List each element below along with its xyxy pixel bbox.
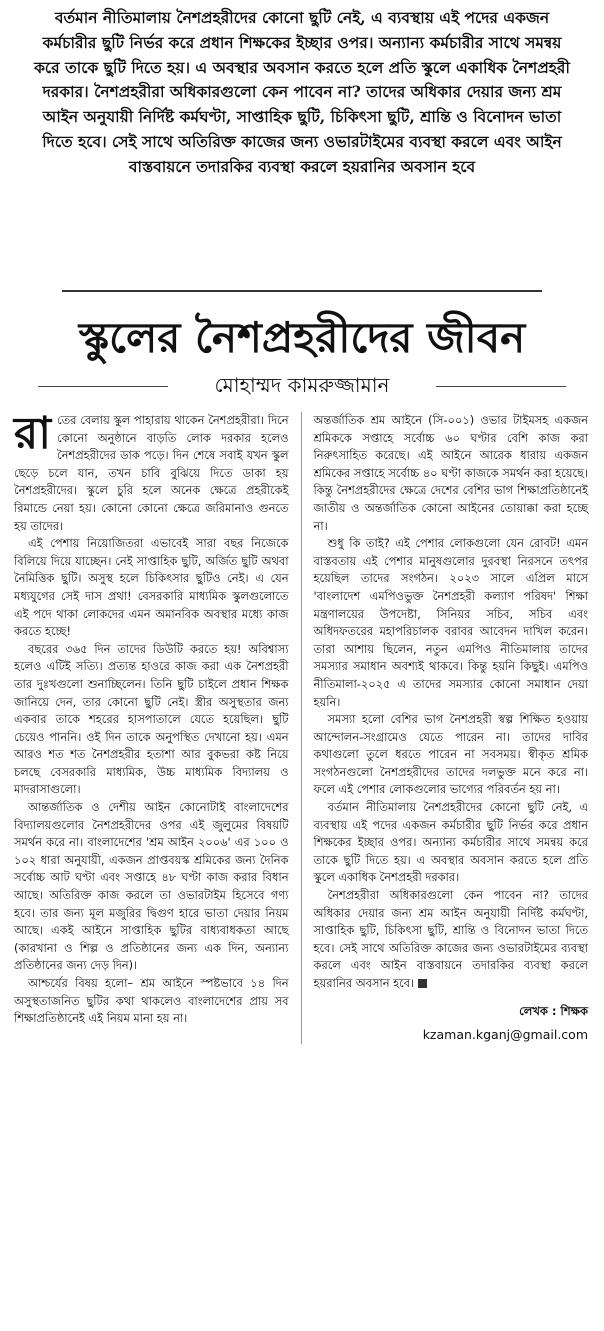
article-headline: স্কুলের নৈশপ্রহরীদের জীবন [78, 313, 526, 362]
article-body [14, 408, 588, 1044]
paragraph: বর্তমান নীতিমালায় নৈশপ্রহরীদের কোনো ছুটি নেই, এ ব্যবস্থায় এই পদের একজন কর্মচারীর ছুটি নির্ভর করে প্রধান শিক্ষকের ইচ্ছার ওপর। অন্যান্য কর্মচারীর সাথে সমন্বয় করে তাকে ছুটি দিতে হয়। এ অবস্থার অবসান করতে হলে প্রতি স্কুলে একাধিক নৈশপ্রহরী দরকার। [313, 800, 588, 885]
author-credit: লেখক : শিক্ষক [519, 1003, 588, 1018]
column-divider [301, 412, 302, 1044]
pull-quote-divider [62, 290, 542, 292]
drop-cap: রা [14, 408, 51, 459]
byline-rule-left [38, 386, 168, 387]
article-column-2 [314, 412, 589, 1044]
paragraph: অন্তর্জাতিক শ্রম আইনে (সি-০০১) ওভার টাইমসহ একজন শ্রমিককে সপ্তাহে সর্বোচ্চ ৬০ ঘণ্টার বেশি কাজ করা নিরুৎসাহিত করেছে। এই আইনে আরেক ধারায় একজন শ্রমিকের সপ্তাহে সর্বোচ্চ ৪০ ঘণ্টা কাজকে সমর্থন করা হয়েছে। কিন্তু নৈশপ্রহরীদের ক্ষেত্রে দেশের বেশির ভাগ শিক্ষাপ্রতিষ্ঠানেই জাতীয় ও অন্তর্জাতিক কোনো আইনের তোয়াক্কা করা হচ্ছে না। [313, 413, 588, 533]
article-column-1 [14, 408, 289, 1044]
paragraph: আন্তর্জাতিক ও দেশীয় আইন কোনোটাই বাংলাদেশের বিদ্যালয়গুলোর নৈশপ্রহরীদের ওপর এই জুলুমের বিষয়টি সমর্থন করে না। বাংলাদেশের 'শ্রম আইন ২০০৬' এর ১০০ ও ১০২ ধারা অনুযায়ী, একজন প্রাপ্তবয়স্ক শ্রমিকের জন্য দৈনিক সর্বোচ্চ আট ঘণ্টা এবং সপ্তাহে ৪৮ ঘণ্টা কাজ করার বিধান আছে। অতিরিক্ত কাজ করলে তা ওভারটাইম হিসেবে গণ্য হবে। তার জন্য মূল মজুরির দ্বিগুণ হারে ভাতা দেয়ার নিয়ম আছে। একই আইনে সাপ্তাহিক ছুটির বাধ্যবাধকতা আছে (কারখানা ও শিল্প ও প্রতিষ্ঠানের জন্য এক দিন, অন্যান্য প্রতিষ্ঠানের জন্য দেড় দিন)। [14, 800, 289, 973]
byline: মোহাম্মদ কামরুজ্জামান [205, 370, 400, 400]
paragraph: বছরের ৩৬৫ দিন তাদের ডিউটি করতে হয়! অবিশ্বাস্য হলেও এটিই সত্যি। প্রত্যন্ত হাওরে কাজ করা এক নৈশপ্রহরী তার দুঃখগুলো শুনাচ্ছিলেন। তিনি ছুটি চাইলে প্রধান শিক্ষক জানিয়ে দেন, তার কোনো ছুটি নেই। স্ত্রীর অসুস্থতার জন্য একবার তাকে শহরের হাসপাতালে যেতে হয়েছিল। ছুটি চেয়েও পাননি। ওই দিন তাকে অনুপস্থিত দেখানো হয়। এমন আরও শত শত নৈশপ্রহরীর হতাশা আর বুকভরা কষ্ট নিয়ে চলছে বেসরকারি মাধ্যমিক, উচ্চ মাধ্যমিক বিদ্যালয় ও মাদরাসাগুলো। [14, 641, 289, 797]
paragraph-text: নৈশপ্রহরীরা অধিকারগুলো কেন পাবেন না? তাদের অধিকার দেয়ার জন্য শ্রম আইন অনুযায়ী নির্দিষ্ট কর্মঘণ্টা, সাপ্তাহিক ছুটি, চিকিৎসা ছুটি, শ্রান্তি ও বিনোদন ভাতা দিতে হবে। সেই সাথে অতিরিক্ত কাজের জন্য ওভারটাইমের ব্যবস্থা করলে এবং আইন বাস্তবায়নে তদারকির ব্যবস্থা করলে হয়রানির অবসান হবে। [313, 888, 588, 990]
paragraph [314, 887, 589, 993]
paragraph: আশ্চর্যের বিষয় হলো– শ্রম আইনে স্পষ্টভাবে ১৪ দিন অসুস্থতাজনিত ছুটির কথা থাকলেও বাংলাদেশের প্রায় সব শিক্ষাপ্রতিষ্ঠানেই এই নিয়ম মানা হয় না। [14, 976, 289, 1026]
paragraph-text: তের বেলায় স্কুল পাহারায় থাকেন নৈশপ্রহরীরা। দিনে কোনো অনুষ্ঠানে বাড়তি লোক দরকার হলেও নৈশপ্রহরীদের ডাক পড়ে। দিন শেষে সবাই যখন স্কুল ছেড়ে চলে যান, তখন চাবি বুঝিয়ে দিতে ডাকা হয় নৈশপ্রহরীদের। স্কুলে চুরি হলে অনেক ক্ষেত্রে প্রহরীকেই রিমান্ডে নেয়া হয়। কোনো কোনো ক্ষেত্রে জরিমানাও গুনতে হয় তাদের। [14, 413, 289, 533]
author-email: kzaman.kganj@gmail.com [422, 1027, 588, 1043]
paragraph: সমস্যা হলো বেশির ভাগ নৈশপ্রহরী স্বল্প শিক্ষিত হওয়ায় আন্দোলন-সংগ্রামেও যেতে পারেন না। তাদের দাবির কথাগুলো তুলে ধরতে পারেন না সবসময়। স্বীকৃত শ্রমিক সংগঠনগুলো নৈশপ্রহরীদের তাদের দলভুক্ত মনে করে না। ফলে এই পেশার লোকগুলোর ভাগ্যের পরিবর্তন হয় না। [313, 712, 588, 797]
byline-rule-right [436, 386, 566, 387]
paragraph: এই পেশায় নিয়োজিতরা এভাবেই সারা বছর নিজেকে বিলিয়ে দিয়ে যাচ্ছেন। নেই সাপ্তাহিক ছুটি, অর্জিত ছুটি অথবা নৈমিত্তিক ছুটি। অসুস্থ হলে চিকিৎসার ছুটিও নেই। এ যেন মধ্যযুগের সেই দাস প্রথা! বেসরকারি মাধ্যমিক স্কুলগুলোতে এই পদে থাকা লোকদের এমন অমানবিক অবস্থার মধ্যে কাজ করতে হচ্ছে! [14, 536, 289, 639]
end-mark-icon [418, 979, 427, 988]
paragraph [14, 408, 289, 535]
paragraph: শুধু কি তাই? এই পেশার লোকগুলো যেন রোবট! এমন বাস্তবতায় এই পেশার মানুষগুলোর দুরবস্থা নিরসনে তৎপর হয়েছিল তাদের সংগঠন। ২০২৩ সালে এপ্রিল মাসে 'বাংলাদেশ এমপিওভুক্ত নৈশপ্রহরী কল্যাণ পরিষদ' শিক্ষা মন্ত্রণালয়ের উপদেষ্টা, সিনিয়র সচিব, সচিব এবং অধিদফতরের মহাপরিচালক বরাবর আবেদন দাখিল করেন। তারা আশায় ছিলেন, নতুন এমপিও নীতিমালায় তাদের সমস্যার সমাধান অবশ্যই থাকবে। কিন্তু হয়নি কিছুই। এমপিও নীতিমালা-২০২৫ এ তাদের সমস্যার কোনো সমাধান দেয়া হয়নি। [313, 536, 588, 709]
pull-quote: বর্তমান নীতিমালায় নৈশপ্রহরীদের কোনো ছুটি নেই, এ ব্যবস্থায় এই পদের একজন কর্মচারীর ছুটি নির্ভর করে প্রধান শিক্ষকের ইচ্ছার ওপর। অন্যান্য কর্মচারীর সাথে সমন্বয় করে তাকে ছুটি দিতে হয়। এ অবস্থার অবসান করতে হলে প্রতি স্কুলে একাধিক নৈশপ্রহরী দরকার। নৈশপ্রহরীরা অধিকারগুলো কেন পাবেন না? তাদের অধিকার দেয়ার জন্য শ্রম আইন অনুযায়ী নির্দিষ্ট কর্মঘণ্টা, সাপ্তাহিক ছুটি, চিকিৎসা ছুটি, শ্রান্তি ও বিনোদন ভাতা দিতে হবে। সেই সাথে অতিরিক্ত কাজের জন্য ওভারটাইমের ব্যবস্থা করলে এবং আইন বাস্তবায়নে তদারকির ব্যবস্থা করলে হয়রানির অবসান হবে [34, 8, 570, 176]
byline-row [0, 370, 604, 400]
